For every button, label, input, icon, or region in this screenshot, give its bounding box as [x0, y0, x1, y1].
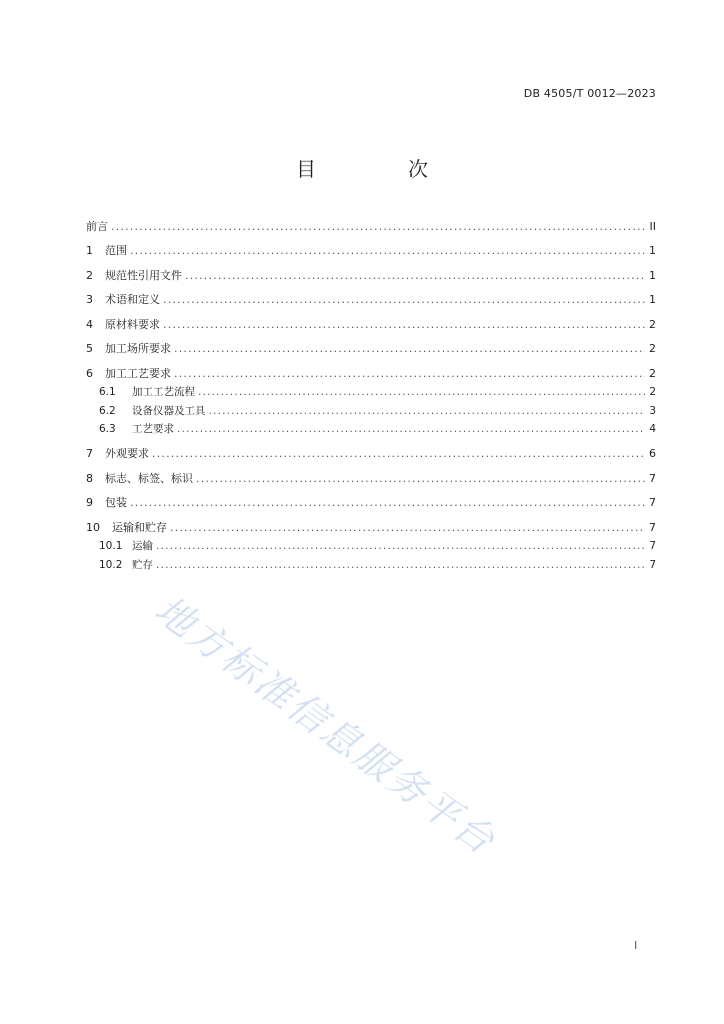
toc-entry-transport-storage[interactable] — [86, 519, 656, 538]
dot-leader — [198, 386, 645, 398]
toc-entry-title: 前言 — [86, 220, 108, 233]
toc-entry-title: 规范性引用文件 — [105, 268, 182, 282]
toc-entry-number: 5 — [86, 342, 93, 356]
toc-entry-title: 工艺要求 — [132, 423, 174, 436]
toc-entry-page: 7 — [649, 496, 656, 510]
toc-entry-title: 范围 — [105, 244, 127, 257]
toc-entry-number: 6.3 — [99, 423, 116, 436]
toc-entry-page: 7 — [649, 558, 656, 571]
toc-entry-number: 1 — [86, 244, 93, 257]
toc-entry-number: 10.1 — [99, 539, 123, 552]
toc-entry-page: 1 — [649, 293, 656, 307]
toc-entry-number: 9 — [86, 496, 93, 510]
toc-entry-page: 7 — [649, 539, 656, 552]
dot-leader — [156, 559, 645, 571]
toc-entry-page: 1 — [649, 244, 656, 257]
dot-leader — [196, 472, 645, 485]
document-code: DB 4505/T 0012—2023 — [523, 87, 656, 100]
toc-entry-number: 6 — [86, 366, 93, 380]
dot-leader — [174, 342, 645, 355]
toc-entry-title: 贮存 — [132, 558, 153, 571]
toc-entry-page: 1 — [649, 268, 656, 282]
toc-entry-normative-references[interactable] — [86, 267, 656, 292]
toc-entry-number: 8 — [86, 471, 93, 485]
toc-entry-title: 加工工艺要求 — [105, 366, 171, 380]
toc-entry-page: 6 — [649, 447, 656, 461]
toc-entry-number: 2 — [86, 268, 93, 282]
toc-entry-title: 运输和贮存 — [112, 520, 167, 534]
toc-entry-number: 7 — [86, 447, 93, 461]
dot-leader — [185, 269, 645, 282]
dot-leader — [156, 540, 645, 552]
toc-entry-title: 标志、标签、标识 — [105, 471, 193, 485]
toc-entry-number: 10 — [86, 520, 100, 534]
toc-entry-processing-technology[interactable] — [86, 365, 656, 384]
watermark: 地方标准信息服务平台 — [146, 587, 505, 864]
toc-entry-title: 包装 — [105, 496, 127, 510]
toc-entry-title: 原材料要求 — [105, 317, 160, 331]
dot-leader — [152, 447, 645, 460]
toc-entry-number: 3 — [86, 293, 93, 307]
dot-leader — [177, 423, 645, 435]
toc-entry-transport[interactable] — [86, 538, 656, 557]
toc-entry-number: 4 — [86, 317, 93, 331]
toc-entry-page: 7 — [649, 471, 656, 485]
toc-entry-number: 10.2 — [99, 558, 123, 571]
toc-entry-processing-site[interactable] — [86, 340, 656, 365]
toc-entry-appearance[interactable] — [86, 445, 656, 470]
toc-entry-page: 3 — [649, 404, 656, 417]
toc-entry-storage[interactable] — [86, 557, 656, 576]
page-number: I — [634, 939, 638, 952]
toc-title: 目 次 — [296, 157, 464, 181]
toc-entry-raw-materials[interactable] — [86, 316, 656, 341]
toc-entry-page: 2 — [649, 317, 656, 331]
dot-leader — [130, 496, 645, 509]
dot-leader — [163, 318, 645, 331]
dot-leader — [209, 405, 646, 417]
toc-entry-title: 运输 — [132, 539, 153, 552]
toc-entry-title: 术语和定义 — [105, 293, 160, 307]
toc-entry-page: 7 — [649, 520, 656, 534]
toc-entry-marking-labeling[interactable] — [86, 470, 656, 495]
toc-entry-title: 外观要求 — [105, 447, 149, 461]
toc-entry-process-requirements[interactable] — [86, 421, 656, 445]
dot-leader — [170, 521, 645, 534]
toc-entry-page: 2 — [649, 385, 656, 398]
toc-entry-foreword[interactable] — [86, 218, 656, 242]
toc-entry-scope[interactable] — [86, 242, 656, 267]
toc-entry-packaging[interactable] — [86, 494, 656, 519]
dot-leader — [163, 293, 645, 306]
toc-entry-title: 加工场所要求 — [105, 342, 171, 356]
toc-entry-process-flow[interactable] — [86, 384, 656, 403]
toc-entry-page: 2 — [649, 366, 656, 380]
table-of-contents — [86, 218, 656, 575]
toc-entry-terms-definitions[interactable] — [86, 291, 656, 316]
toc-entry-number: 6.1 — [99, 385, 116, 398]
dot-leader — [111, 220, 645, 233]
toc-entry-page: II — [649, 220, 656, 233]
toc-entry-page: 4 — [649, 423, 656, 436]
toc-entry-title: 设备仪器及工具 — [132, 404, 206, 417]
toc-entry-equipment-tools[interactable] — [86, 403, 656, 422]
toc-entry-number: 6.2 — [99, 404, 116, 417]
toc-entry-title: 加工工艺流程 — [132, 385, 195, 398]
dot-leader — [130, 244, 645, 257]
toc-entry-page: 2 — [649, 342, 656, 356]
dot-leader — [174, 367, 645, 380]
